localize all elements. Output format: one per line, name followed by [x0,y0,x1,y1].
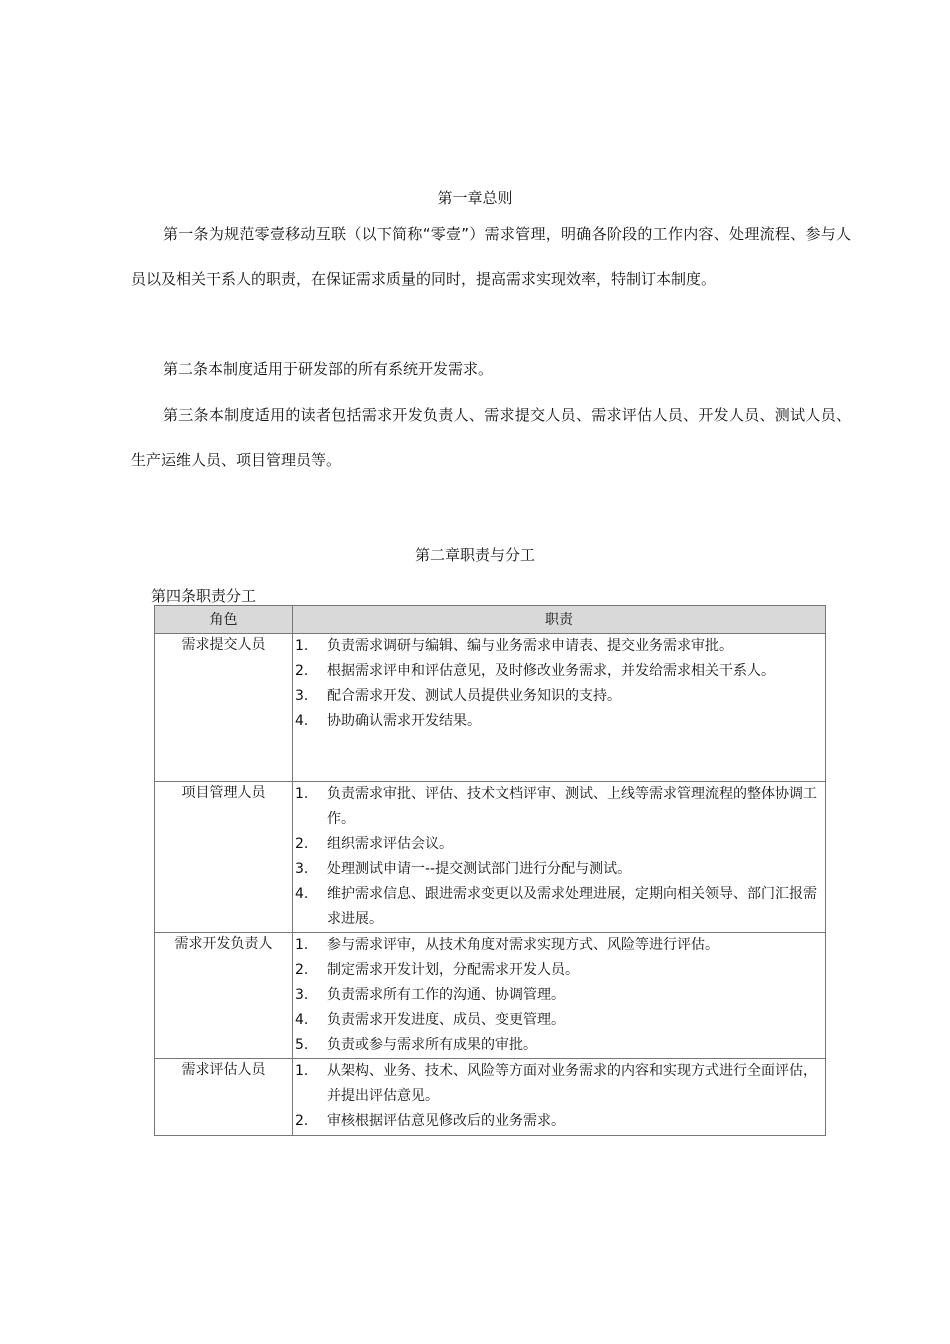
table-header-row [155,606,826,634]
chapter2-title: 第二章职责与分工 [414,546,535,564]
list-item [293,1008,825,1033]
duty-text: 审核根据评估意见修改后的业务需求。 [327,1113,565,1129]
article-1: 第一条为规范零壹移动互联（以下简称“零壹”）需求管理，明确各阶段的工作内容、处理流程、参与人员以及相关干系人的职责，在保证需求质量的同时，提高需求实现效率，特制订本制度。 [131,225,851,288]
chapter1-title: 第一章总则 [437,189,513,207]
table-row [155,933,826,1059]
duty-text: 参与需求评审，从技术角度对需求实现方式、风险等进行评估。 [327,937,719,953]
duty-text: 负责需求调研与编辑、编与业务需求申请表、提交业务需求审批。 [327,638,733,654]
duty-number: 3. [295,688,309,704]
duty-text: 协助确认需求开发结果。 [327,713,481,729]
duty-text: 维护需求信息、跟进需求变更以及需求处理进展，定期向相关领导、部门汇报需求进展。 [327,886,817,927]
table-body [155,634,826,1136]
table-row [155,1059,826,1136]
duty-text: 负责需求开发进度、成员、变更管理。 [327,1012,565,1028]
list-item [293,1033,825,1058]
duty-number: 2. [295,663,309,679]
duties-cell [293,782,826,933]
duty-list [293,634,825,734]
article-2: 第二条本制度适用于研发部的所有系统开发需求。 [163,360,494,378]
role-cell: 需求提交人员 [155,634,293,782]
duty-number: 4. [295,1012,309,1028]
duty-number: 1. [295,638,309,654]
duty-list [293,1059,825,1134]
duty-text: 组织需求评估会议。 [327,836,453,852]
role-cell: 需求开发负责人 [155,933,293,1059]
duty-number: 1. [295,937,309,953]
duty-number: 5. [295,1037,309,1053]
duty-number: 2. [295,1113,309,1129]
table-row [155,782,826,933]
list-item [293,832,825,857]
duty-text: 处理测试申请一--提交测试部门进行分配与测试。 [327,861,632,877]
list-item [293,857,825,882]
header-role: 角色 [155,606,293,634]
list-item [293,634,825,659]
article-3: 第三条本制度适用的读者包括需求开发负责人、需求提交人员、需求评估人员、开发人员、测试人员、生产运维人员、项目管理员等。 [131,406,851,469]
duties-cell [293,1059,826,1136]
duty-number: 3. [295,987,309,1003]
list-item [293,709,825,734]
duty-number: 2. [295,962,309,978]
list-item [293,1059,825,1109]
duties-cell [293,634,826,782]
list-item [293,933,825,958]
duties-table [154,605,826,1136]
list-item [293,983,825,1008]
list-item [293,659,825,684]
duty-number: 1. [295,786,309,802]
duty-text: 负责或参与需求所有成果的审批。 [327,1037,537,1053]
duty-text: 从架构、业务、技术、风险等方面对业务需求的内容和实现方式进行全面评估，并提出评估意见。 [327,1063,817,1104]
article-4-label: 第四条职责分工 [151,587,257,605]
table-row [155,634,826,782]
list-item [293,782,825,832]
duty-list [293,782,825,932]
duty-number: 4. [295,886,309,902]
duty-number: 4. [295,713,309,729]
duty-text: 配合需求开发、测试人员提供业务知识的支持。 [327,688,621,704]
header-duties: 职责 [293,606,826,634]
role-cell: 需求评估人员 [155,1059,293,1136]
list-item [293,958,825,983]
duty-number: 2. [295,836,309,852]
duty-list [293,933,825,1058]
list-item [293,882,825,932]
duty-text: 制定需求开发计划，分配需求开发人员。 [327,962,579,978]
list-item [293,684,825,709]
duty-text: 负责需求所有工作的沟通、协调管理。 [327,987,565,1003]
duty-number: 3. [295,861,309,877]
duty-text: 根据需求评申和评估意见，及时修改业务需求，并发给需求相关干系人。 [327,663,775,679]
role-cell: 项目管理人员 [155,782,293,933]
list-item [293,1109,825,1134]
duty-text: 负责需求审批、评估、技术文档评审、测试、上线等需求管理流程的整体协调工作。 [327,786,817,827]
duties-cell [293,933,826,1059]
duty-number: 1. [295,1063,309,1079]
